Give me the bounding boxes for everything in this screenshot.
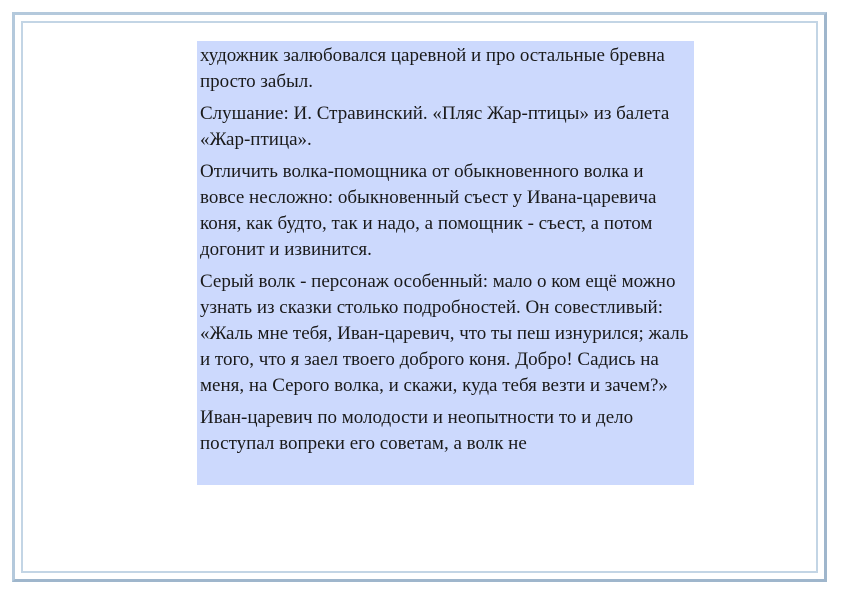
paragraph-3: Отличить волка-помощника от обыкновенного волка и вовсе несложно: обыкновенный съест у Ивана-царевича коня, как будто, так и надо, а помощник - съест, а потом догонит и извинится. [200,161,657,260]
text-block [197,41,694,485]
paragraph-2: Слушание: И. Стравинский. «Пляс Жар-птицы» из балета «Жар-птица». [200,103,670,150]
paragraph-1: художник залюбовался царевной и про остальные бревна просто забыл. [200,45,665,92]
paragraph-4: Серый волк - персонаж особенный: мало о ком ещё можно узнать из сказки столько подробностей. Он совестливый: «Жаль мне тебя, Иван-царевич, что ты пеш изнурился; жаль и того, что я заел твоего доброго коня. Добро! Садись на меня, на Серого волка, и скажи, куда тебя везти и зачем?» [200,271,689,396]
paragraph-5: Иван-царевич по молодости и неопытности то и дело поступал вопреки его советам, а волк не [200,407,634,454]
